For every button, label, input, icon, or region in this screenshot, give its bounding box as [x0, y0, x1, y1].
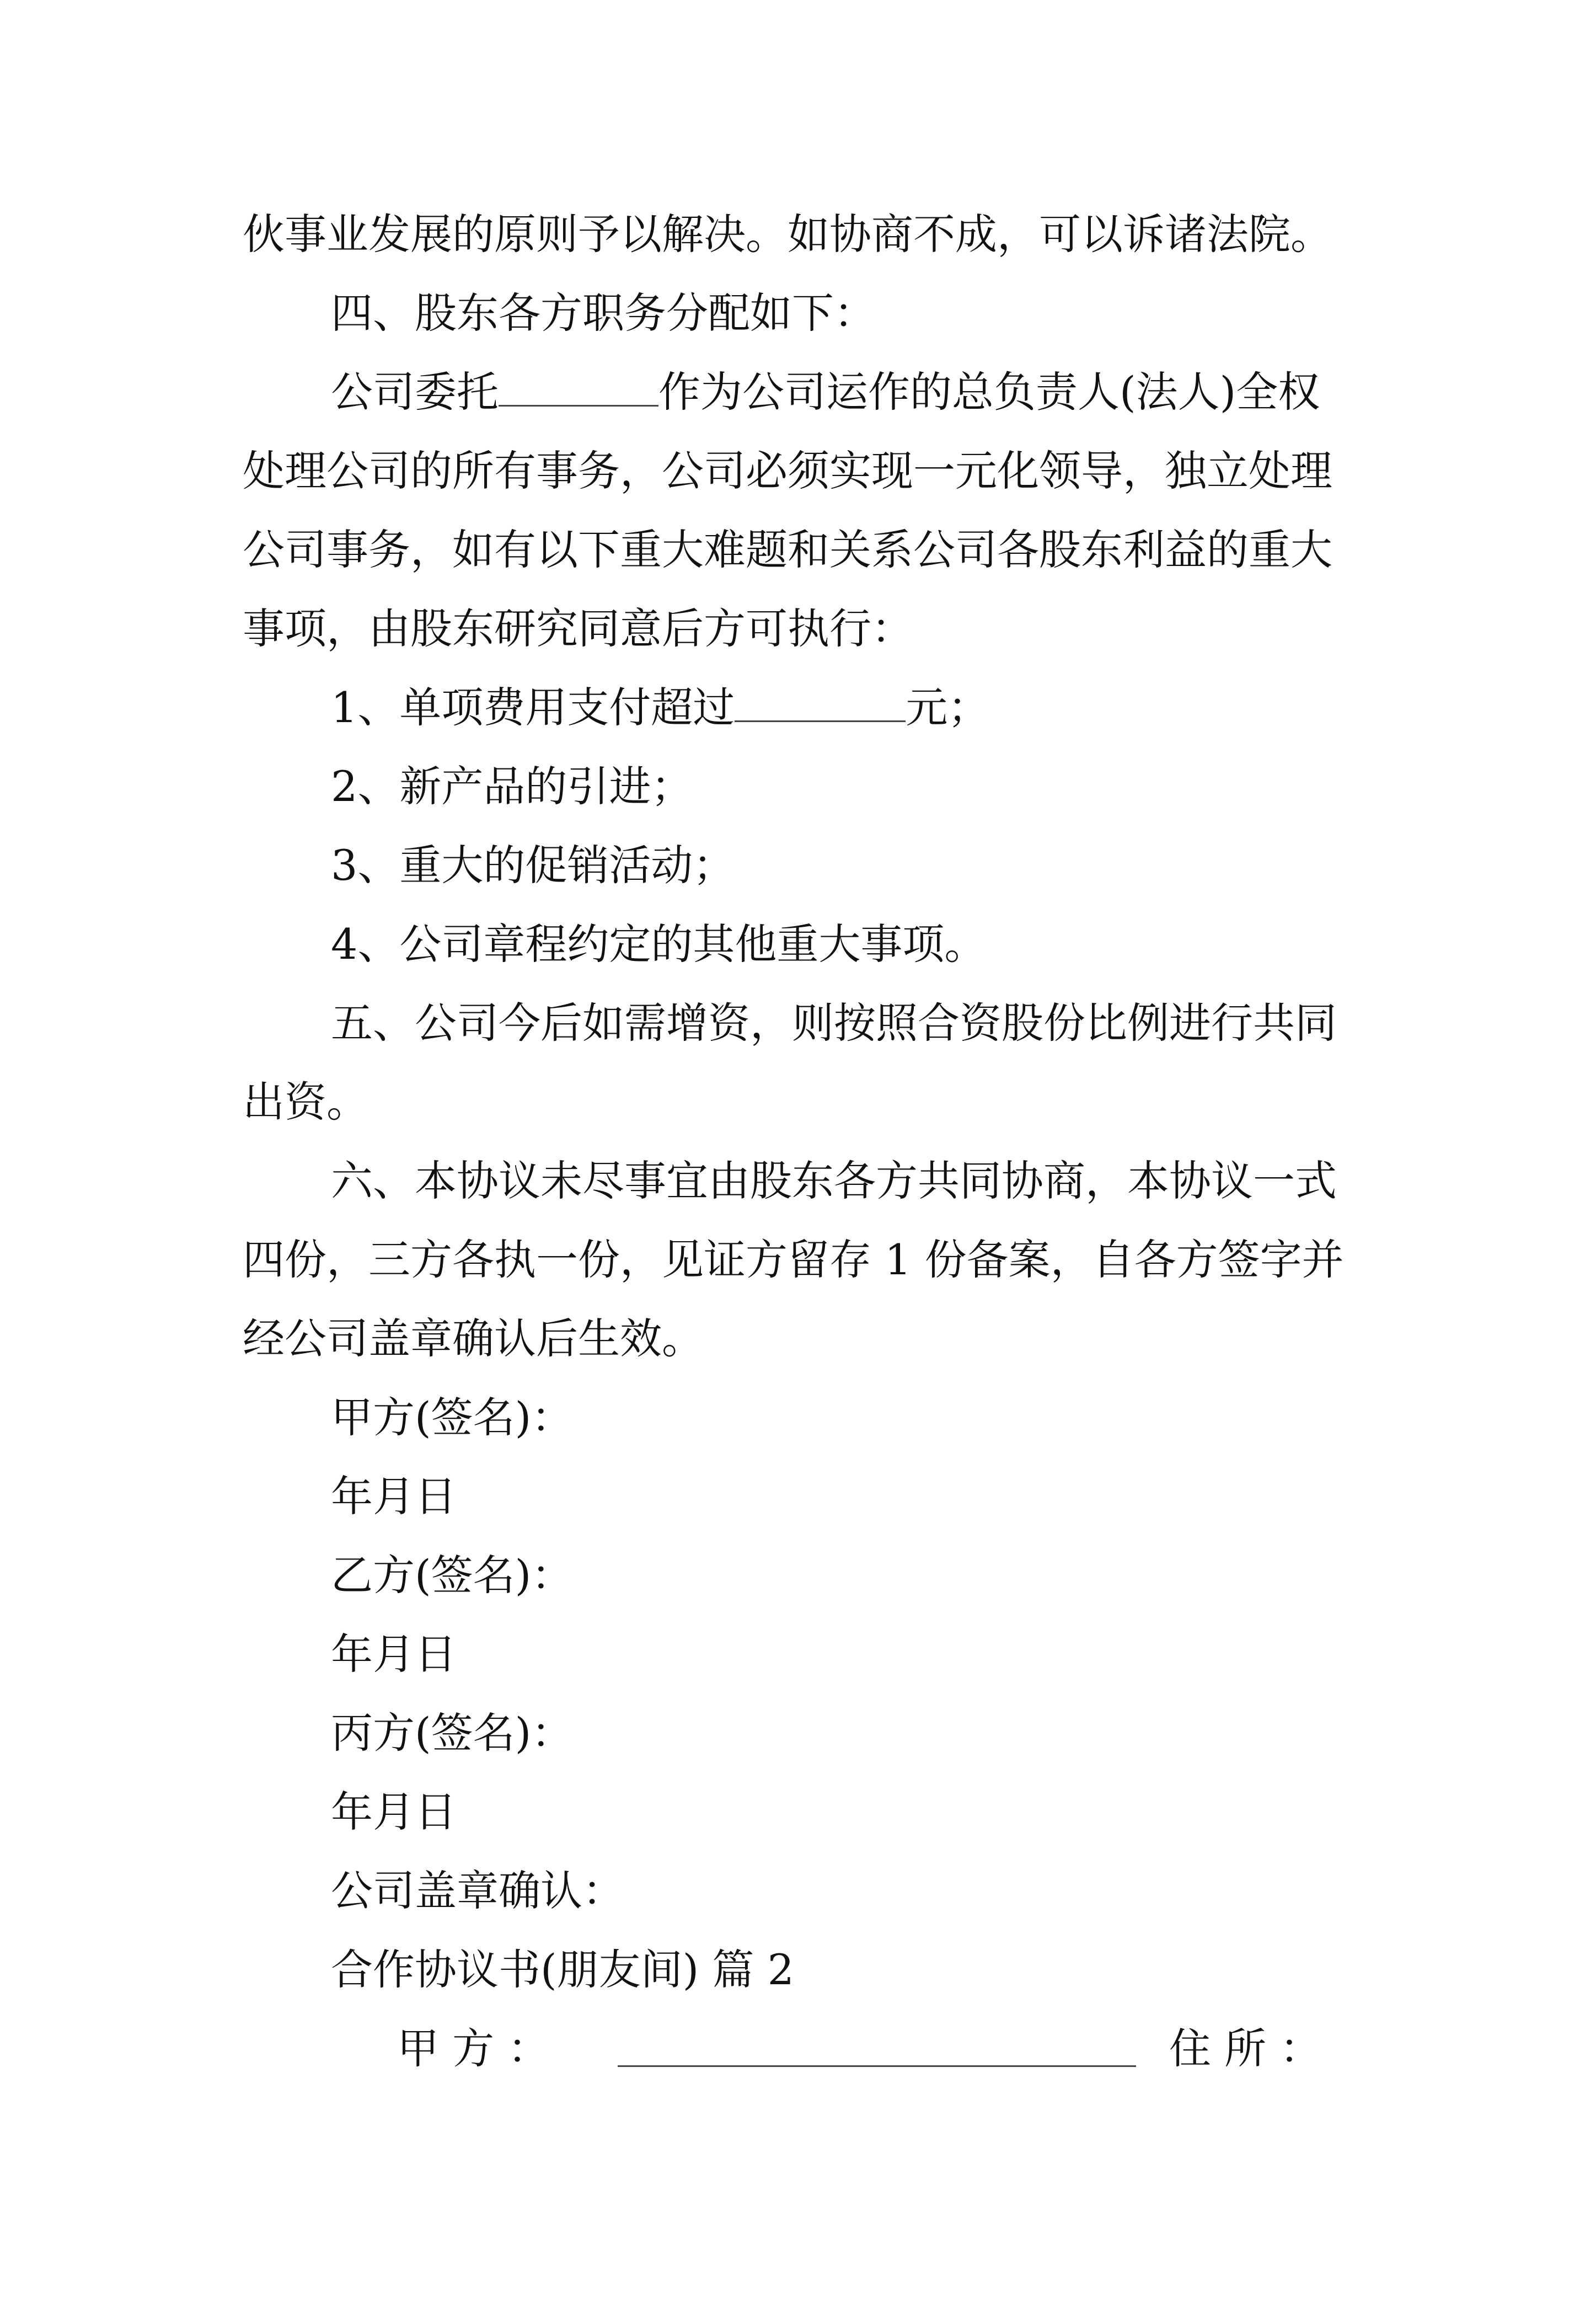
signature-party-a: 甲方(签名)：: [331, 1393, 574, 1442]
party-a-label: 甲 方 ：: [397, 2024, 550, 2073]
section-heading-misc: 六、本协议未尽事宜由股东各方共同协商，本协议一式: [331, 1156, 1337, 1205]
address-label: 住 所 ：: [1169, 2024, 1322, 2073]
name-blank: [499, 368, 658, 407]
signature-date-b: 年月日: [331, 1630, 457, 1679]
entrust-prefix: 公司委托: [331, 367, 499, 416]
signature-party-b: 乙方(签名)：: [331, 1551, 574, 1600]
paragraph-line: 处理公司的所有事务，公司必须实现一元化领导，独立处理: [243, 446, 1332, 495]
signature-date-a: 年月日: [331, 1472, 457, 1521]
paragraph-line-entrust: [331, 365, 1320, 420]
paragraph-line: 事项，由股东研究同意后方可执行：: [243, 604, 913, 653]
company-seal-line: 公司盖章确认：: [331, 1866, 624, 1915]
paragraph-line: 伙事业发展的原则予以解决。如协商不成，可以诉诸法院。: [243, 210, 1332, 259]
list-item: 3、重大的促销活动；: [331, 841, 735, 890]
paragraph-line: 公司事务，如有以下重大难题和关系公司各股东利益的重大: [243, 525, 1332, 574]
section-heading-duties: 四、股东各方职务分配如下：: [331, 289, 876, 338]
expense-unit: 元；: [906, 683, 990, 732]
paragraph-line: 经公司盖章确认后生效。: [243, 1314, 704, 1363]
party-info-row: [397, 2021, 1368, 2076]
expense-text: 1、单项费用支付超过: [331, 683, 735, 732]
list-item-expense: [331, 680, 989, 735]
paragraph-line: 出资。: [243, 1077, 368, 1126]
entrust-suffix: 作为公司运作的总负责人(法人)全权: [658, 367, 1320, 416]
signature-date-c: 年月日: [331, 1787, 457, 1836]
signature-party-c: 丙方(签名)：: [331, 1708, 574, 1758]
party-a-blank: [618, 2065, 1136, 2067]
section-heading-capital: 五、公司今后如需增资，则按照合资股份比例进行共同: [331, 998, 1337, 1048]
list-item: 2、新产品的引进；: [331, 762, 693, 811]
list-item: 4、公司章程约定的其他重大事项。: [331, 920, 987, 969]
paragraph-line: 四份，三方各执一份，见证方留存 1 份备案，自各方签字并: [243, 1235, 1344, 1284]
amount-blank: [735, 684, 906, 722]
section-title-part2: 合作协议书(朋友间) 篇 2: [331, 1945, 794, 1994]
